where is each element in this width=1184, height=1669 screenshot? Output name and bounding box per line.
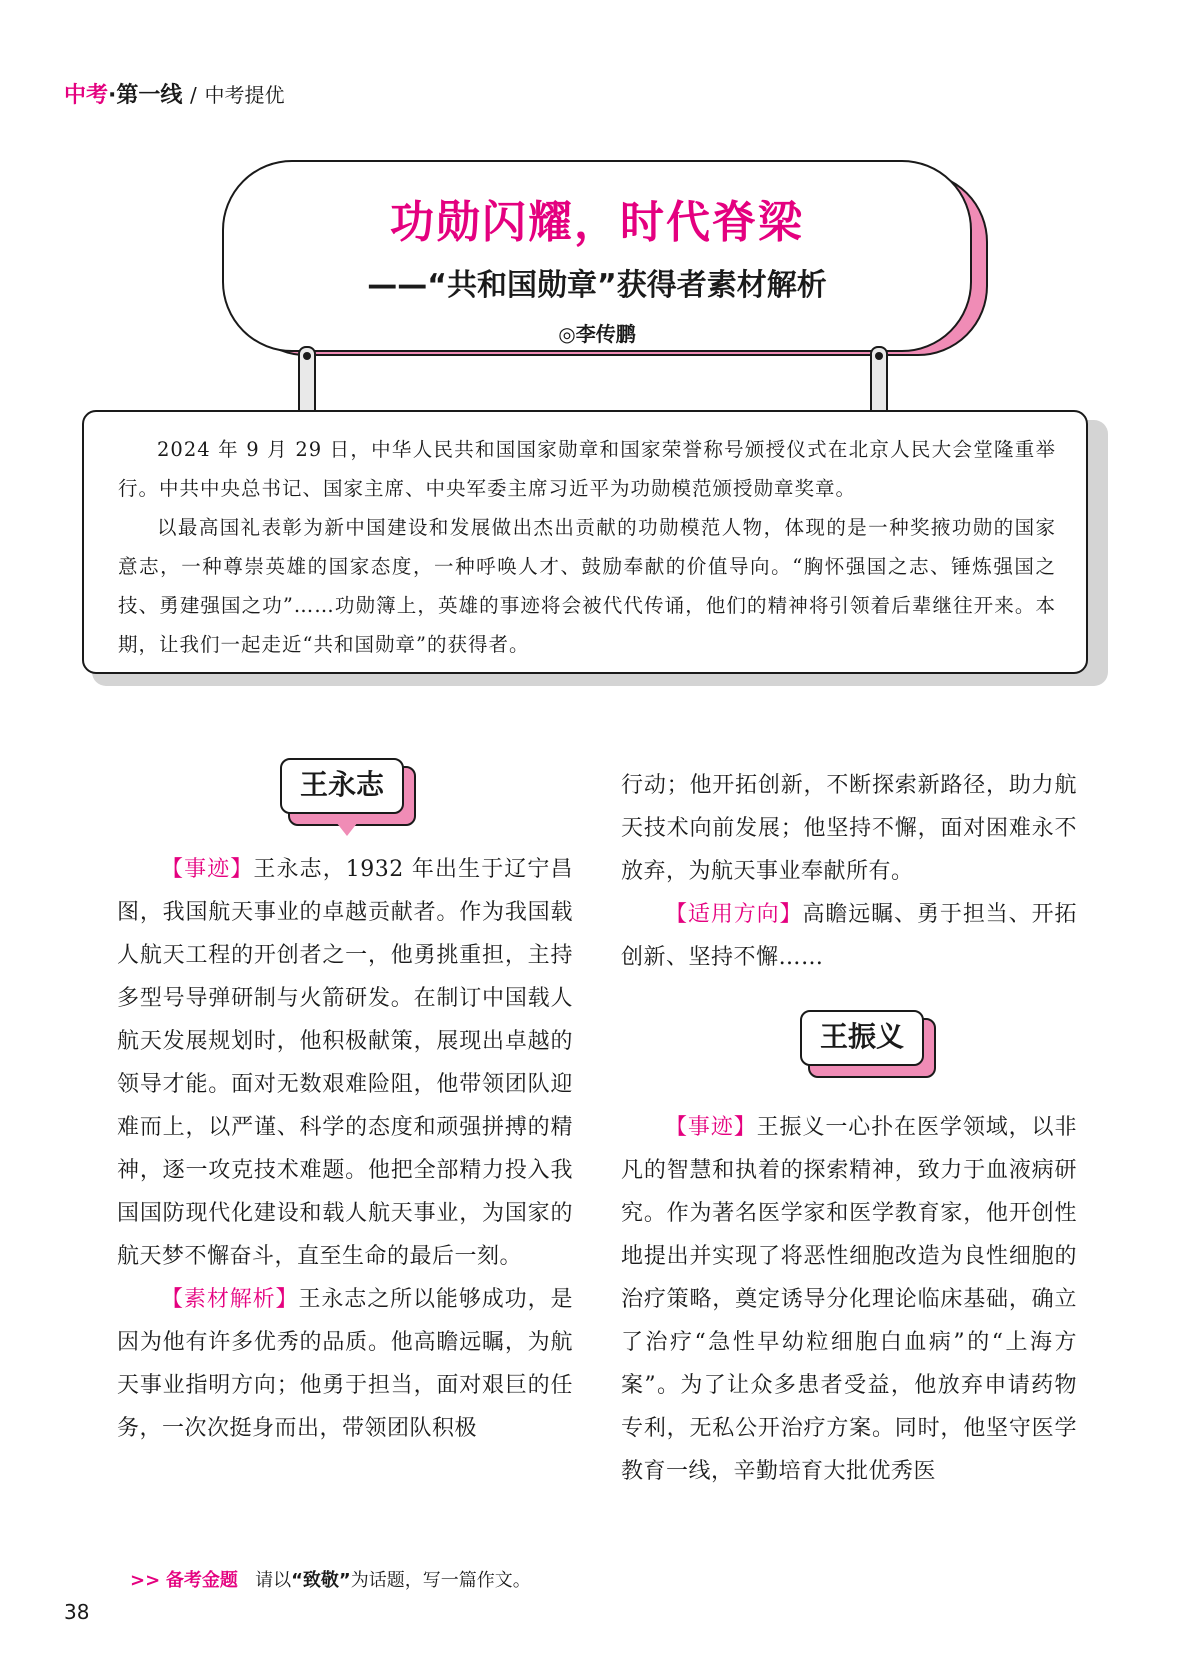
deed-text-2: 王振义一心扑在医学领域，以非凡的智慧和执着的探索精神，致力于血液病研究。作为著名医学家和医学教育家，他开创性地提出并实现了将恶性细胞改造为良性细胞的治疗策略，奠定诱导分化理论临床基础，确立了治疗“急性早幼粒细胞白血病”的“上海方案”。为了让众多患者受益，他放弃申请药物专利，无私公开治疗方案。同时，他坚守医学教育一线，辛勤培育大批优秀医	[621, 1115, 1077, 1484]
brand-red: 中考	[64, 83, 109, 108]
magazine-header	[64, 78, 284, 109]
intro-paragraph-1: 2024 年 9 月 29 日，中华人民共和国国家勋章和国家荣誉称号颁授仪式在北京人民大会堂隆重举行。中共中央总书记、国家主席、中央军委主席习近平为功勋模范颁授勋章奖章。	[118, 438, 1056, 500]
brand-black: ·第一线	[108, 83, 183, 108]
arrow-icon: >>	[130, 1570, 161, 1591]
page-subtitle: ——“共和国勋章”获得者素材解析	[367, 268, 827, 303]
deed-paragraph	[117, 848, 573, 1278]
right-column-top	[621, 764, 1077, 979]
analysis-label: 【素材解析】	[161, 1287, 299, 1312]
tag-label: 王永志	[280, 758, 404, 814]
deed-text: 王永志，1932 年出生于辽宁昌图，我国航天事业的卓越贡献者。作为我国载人航天工程的开创者之一，他勇挑重担，主持多型号导弹研制与火箭研发。在制订中国载人航天发展规划时，他积极献策，展现出卓越的领导才能。面对无数艰难险阻，他带领团队迎难而上，以严谨、科学的态度和顽强拼搏的精神，逐一攻克技术难题。他把全部精力投入我国国防现代化建设和载人航天事业，为国家的航天梦不懈奋斗，直至生命的最后一刻。	[117, 857, 573, 1269]
apply-label: 【适用方向】	[665, 902, 803, 927]
analysis-continued: 行动；他开拓创新，不断探索新路径，助力航天技术向前发展；他坚持不懈，面对困难永不放弃，为航天事业奉献所有。	[621, 773, 1077, 884]
left-column	[117, 848, 573, 1450]
exam-prompt	[130, 1566, 531, 1592]
right-column-bottom	[621, 1106, 1077, 1493]
analysis-paragraph	[117, 1278, 573, 1450]
tag-tail	[336, 822, 358, 836]
author: ◎李传鹏	[558, 322, 636, 346]
tag-label: 王振义	[800, 1010, 924, 1066]
apply-text: 高瞻远瞩、勇于担当、开拓创新、坚持不懈……	[621, 902, 1077, 970]
deed-label: 【事迹】	[161, 857, 254, 882]
exam-label: 备考金题	[165, 1570, 238, 1591]
analysis-text: 王永志之所以能够成功，是因为他有许多优秀的品质。他高瞻远瞩，为航天事业指明方向；他勇于担当，面对艰巨的任务，一次次挺身而出，带领团队积极	[117, 1287, 573, 1441]
prompt-pre: 请以	[255, 1570, 292, 1591]
section-name: 中考提优	[204, 83, 285, 107]
deed-paragraph-2	[621, 1106, 1077, 1493]
intro-box	[82, 410, 1088, 674]
header-divider: /	[190, 83, 197, 107]
prompt-post: 为话题，写一篇作文。	[350, 1570, 531, 1591]
title-box	[222, 160, 972, 352]
prompt-topic: “致敬”	[291, 1570, 351, 1591]
page-number: 38	[64, 1600, 90, 1624]
deed-label-2: 【事迹】	[665, 1115, 757, 1140]
apply-paragraph	[621, 893, 1077, 979]
intro-paragraph-2: 以最高国礼表彰为新中国建设和发展做出杰出贡献的功勋模范人物，体现的是一种奖掖功勋的国家意志，一种尊崇英雄的国家态度，一种呼唤人才、鼓励奉献的价值导向。“胸怀强国之志、锤炼强国之技、勇建强国之功”……功勋簿上，英雄的事迹将会被代代传诵，他们的精神将引领着后辈继往开来。本期，让我们一起走近“共和国勋章”的获得者。	[118, 516, 1056, 656]
page-title: 功勋闪耀，时代脊梁	[390, 197, 804, 248]
